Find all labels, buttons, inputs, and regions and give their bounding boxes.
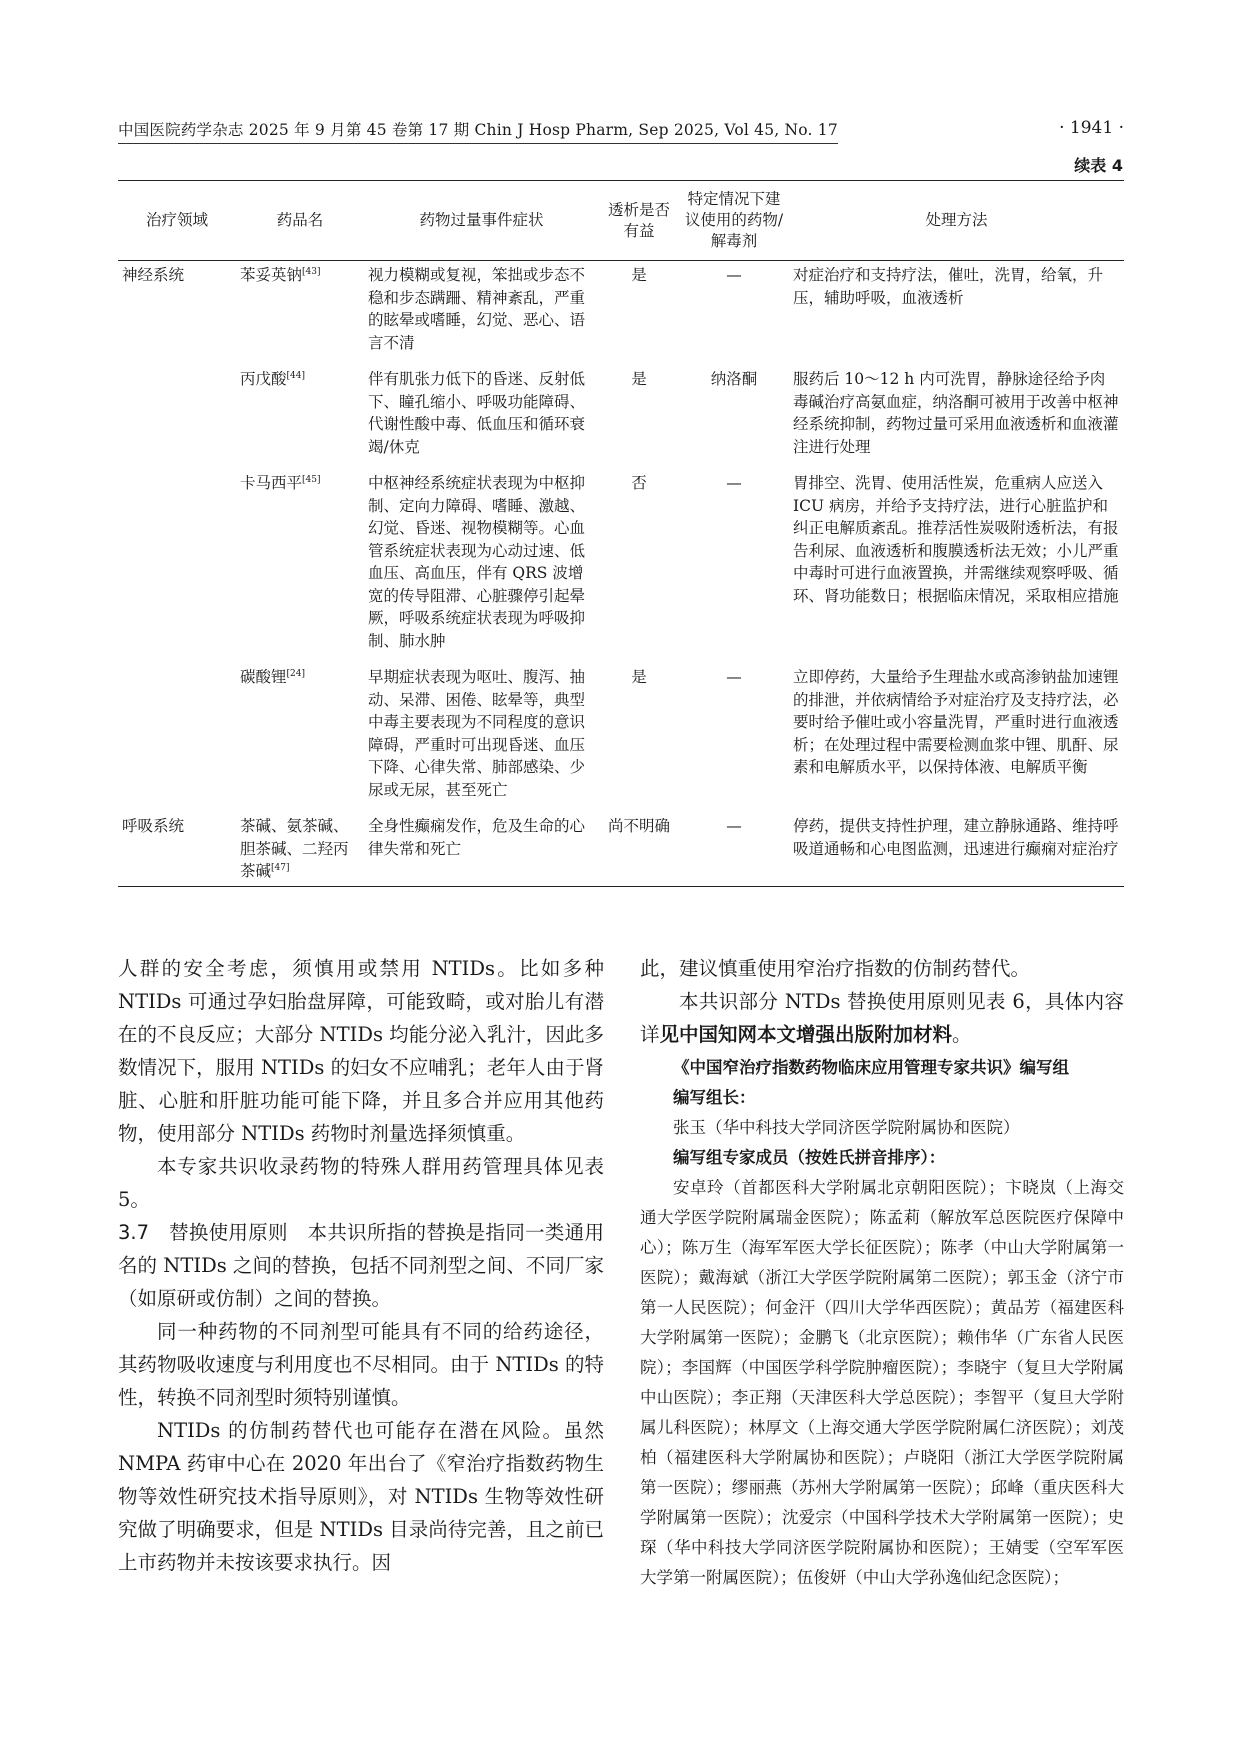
paragraph: 本专家共识收录药物的特殊人群用药管理具体见表 5。 bbox=[118, 1155, 604, 1211]
cell-symptoms: 伴有肌张力低下的昏迷、反射低下、瞳孔缩小、呼吸功能障碍、代谢性酸中毒、低血压和循环衰竭/休克 bbox=[368, 370, 586, 456]
paragraph: 此，建议慎重使用窄治疗指数的仿制药替代。 bbox=[640, 957, 1031, 980]
cell-symptoms: 早期症状表现为呕吐、腹泻、抽动、呆滞、困倦、眩晕等，典型中毒主要表现为不同程度的意识障碍，严重时可出现昏迷、血压下降、心律失常、肺部感染、少尿或无尿，甚至死亡 bbox=[368, 668, 586, 799]
cell-symptoms: 全身性癫痫发作，危及生命的心律失常和死亡 bbox=[368, 817, 586, 858]
cell-symptoms: 中枢神经系统症状表现为中枢抑制、定向力障碍、嗜睡、激越、幻觉、昏迷、视物模糊等。心血管系统症状表现为心动过速、低血压、高血压，伴有 QRS 波增宽的传导阻滞、心脏骤停引起晕厥，呼吸系统症状表现为呼吸抑制、肺水肿 bbox=[368, 474, 586, 650]
table-row bbox=[118, 812, 1124, 886]
paragraph: 同一种药物的不同剂型可能具有不同的给药途径，其药物吸收速度与利用度也不尽相同。由于 NTIDs 的特性，转换不同剂型时须特别谨慎。 bbox=[118, 1320, 604, 1409]
leader-label: 编写组长： bbox=[673, 1088, 756, 1107]
table-row bbox=[118, 469, 1124, 663]
cell-dialysis: 否 bbox=[631, 474, 647, 492]
cell-antidote: — bbox=[726, 817, 742, 835]
journal-citation: 中国医院药学杂志 2025 年 9 月第 45 卷第 17 期 Chin J Hosp Pharm, Sep 2025, Vol 45, No. 17 bbox=[118, 118, 838, 144]
section-paragraph bbox=[118, 1216, 604, 1315]
table-row bbox=[118, 261, 1124, 366]
paragraph: 人群的安全考虑，须慎用或禁用 NTIDs。比如多种 NTIDs 可通过孕妇胎盘屏障，可能致畸，或对胎儿有潜在的不良反应；大部分 NTIDs 均能分泌入乳汁，因此多数情况下，服用 NTIDs 的妇女不应哺乳；老年人由于肾脏、心脏和肝脏功能可能下降，并且多合并应用其他药物，使用部分 NTIDs 药物时剂量选择须慎重。 bbox=[118, 957, 604, 1145]
leader-name: 张玉（华中科技大学同济医学院附属协和医院） bbox=[673, 1118, 1020, 1137]
page-header bbox=[118, 118, 1124, 144]
header-antidote: 特定情况下建议使用的药物/解毒剂 bbox=[684, 190, 784, 250]
cell-drug: 碳酸锂[24] bbox=[240, 668, 305, 686]
cell-dialysis: 是 bbox=[631, 266, 647, 284]
table-caption: 续表 4 bbox=[1074, 156, 1123, 175]
cell-dialysis: 是 bbox=[631, 668, 647, 686]
cell-antidote: — bbox=[726, 474, 742, 492]
cell-treatment: 停药，提供支持性护理，建立静脉通路、维持呼吸道通畅和心电图监测，迅速进行癫痫对症治疗 bbox=[793, 817, 1119, 858]
cell-drug: 茶碱、氨茶碱、胆茶碱、二羟丙茶碱[47] bbox=[240, 817, 349, 880]
header-symptoms: 药物过量事件症状 bbox=[419, 211, 544, 229]
header-dialysis: 透析是否有益 bbox=[607, 200, 670, 240]
members-label: 编写组专家成员（按姓氏拼音排序）： bbox=[673, 1148, 946, 1167]
cell-antidote: — bbox=[726, 668, 742, 686]
section-title: 替换使用原则 bbox=[169, 1221, 288, 1244]
header-treatment: 处理方法 bbox=[925, 211, 988, 229]
group-title: 《中国窄治疗指数药物临床应用管理专家共识》编写组 bbox=[673, 1058, 1069, 1077]
cell-drug: 卡马西平[45] bbox=[240, 474, 321, 492]
cell-treatment: 胃排空、洗胃、使用活性炭，危重病人应送入 ICU 病房，并给予支持疗法，进行心脏监护和纠正电解质紊乱。推荐活性炭吸附透析法，有报告利尿、血液透析和腹膜透析法无效；小儿严重中毒时可进行血液置换，并需继续观察呼吸、循环、肾功能数日；根据临床情况，采取相应措施 bbox=[793, 474, 1119, 605]
cell-antidote: — bbox=[726, 266, 742, 284]
cell-treatment: 服药后 10～12 h 内可洗胃，静脉途径给予肉毒碱治疗高氨血症，纳洛酮可被用于改善中枢神经系统抑制，药物过量可采用血液透析和血液灌注进行处理 bbox=[793, 370, 1119, 456]
cell-drug: 苯妥英钠[43] bbox=[240, 266, 321, 284]
cell-area bbox=[118, 365, 236, 469]
cell-area bbox=[118, 469, 236, 663]
table-row bbox=[118, 365, 1124, 469]
paragraph: 本共识部分 NTDs 替换使用原则见表 6，具体内容详见中国知网本文增强出版附加材料。 bbox=[640, 990, 1124, 1046]
cell-antidote: 纳洛酮 bbox=[710, 370, 758, 388]
header-drug: 药品名 bbox=[276, 211, 324, 229]
cell-dialysis: 是 bbox=[631, 370, 647, 388]
cell-area: 呼吸系统 bbox=[122, 817, 185, 835]
right-column bbox=[640, 952, 1124, 1593]
members-list: 安卓玲（首都医科大学附属北京朝阳医院）；卞晓岚（上海交通大学医学院附属瑞金医院）；陈孟莉（解放军总医院医疗保障中心）；陈万生（海军军医大学长征医院）；陈孝（中山大学附属第一医院）；戴海斌（浙江大学医学院附属第二医院）；郭玉金（济宁市第一人民医院）；何金汗（四川大学华西医院）；黄品芳（福建医科大学附属第一医院）；金鹏飞（北京医院）；赖伟华（广东省人民医院）；李国辉（中国医学科学院肿瘤医院）；李晓宇（复旦大学附属中山医院）；李正翔（天津医科大学总医院）；李智平（复旦大学附属儿科医院）；林厚文（上海交通大学医学院附属仁济医院）；刘茂柏（福建医科大学附属协和医院）；卢晓阳（浙江大学医学院附属第一医院）；缪丽燕（苏州大学附属第一医院）；邱峰（重庆医科大学附属第一医院）；沈爱宗（中国科学技术大学附属第一医院）；史琛（华中科技大学同济医学院附属协和医院）；王婧雯（空军军医大学第一附属医院）；伍俊妍（中山大学孙逸仙纪念医院）； bbox=[640, 1178, 1124, 1587]
author-group bbox=[640, 1053, 1124, 1593]
paragraph: NTIDs 的仿制药替代也可能存在潜在风险。虽然 NMPA 药审中心在 2020 年出台了《窄治疗指数药物生物等效性研究技术指导原则》，对 NTIDs 生物等效性研究做了明确要求，但是 NTIDs 目录尚待完善，且之前已上市药物并未按该要求执行。因 bbox=[118, 1419, 604, 1574]
cell-symptoms: 视力模糊或复视，笨拙或步态不稳和步态蹒跚、精神紊乱，严重的眩晕或嗜睡，幻觉、恶心、语言不清 bbox=[368, 266, 586, 352]
section-number: 3.7 bbox=[118, 1221, 150, 1244]
overdose-table bbox=[118, 180, 1124, 887]
left-column bbox=[118, 952, 604, 1579]
cell-treatment: 立即停药，大量给予生理盐水或高渗钠盐加速锂的排泄，并依病情给予对症治疗及支持疗法，必要时给予催吐或小容量洗胃，严重时进行血液透析；在处理过程中需要检测血浆中锂、肌酐、尿素和电解质水平，以保持体液、电解质平衡 bbox=[793, 668, 1119, 776]
section-text: 本共识所指的替换是指同一类通用名的 NTIDs 之间的替换，包括不同剂型之间、不同厂家（如原研或仿制）之间的替换。 bbox=[118, 1221, 604, 1310]
cell-drug: 丙戊酸[44] bbox=[240, 370, 305, 388]
supplement-link-text: 见中国知网本文增强出版附加材料 bbox=[659, 1023, 953, 1046]
cell-area bbox=[118, 663, 236, 812]
table-header-row bbox=[118, 181, 1124, 261]
cell-area: 神经系统 bbox=[122, 266, 185, 284]
table-row bbox=[118, 663, 1124, 812]
cell-dialysis: 尚不明确 bbox=[607, 817, 670, 835]
cell-treatment: 对症治疗和支持疗法，催吐，洗胃，给氧，升压，辅助呼吸，血液透析 bbox=[793, 266, 1104, 307]
header-area: 治疗领域 bbox=[145, 211, 208, 229]
page-number: · 1941 · bbox=[1059, 118, 1124, 138]
